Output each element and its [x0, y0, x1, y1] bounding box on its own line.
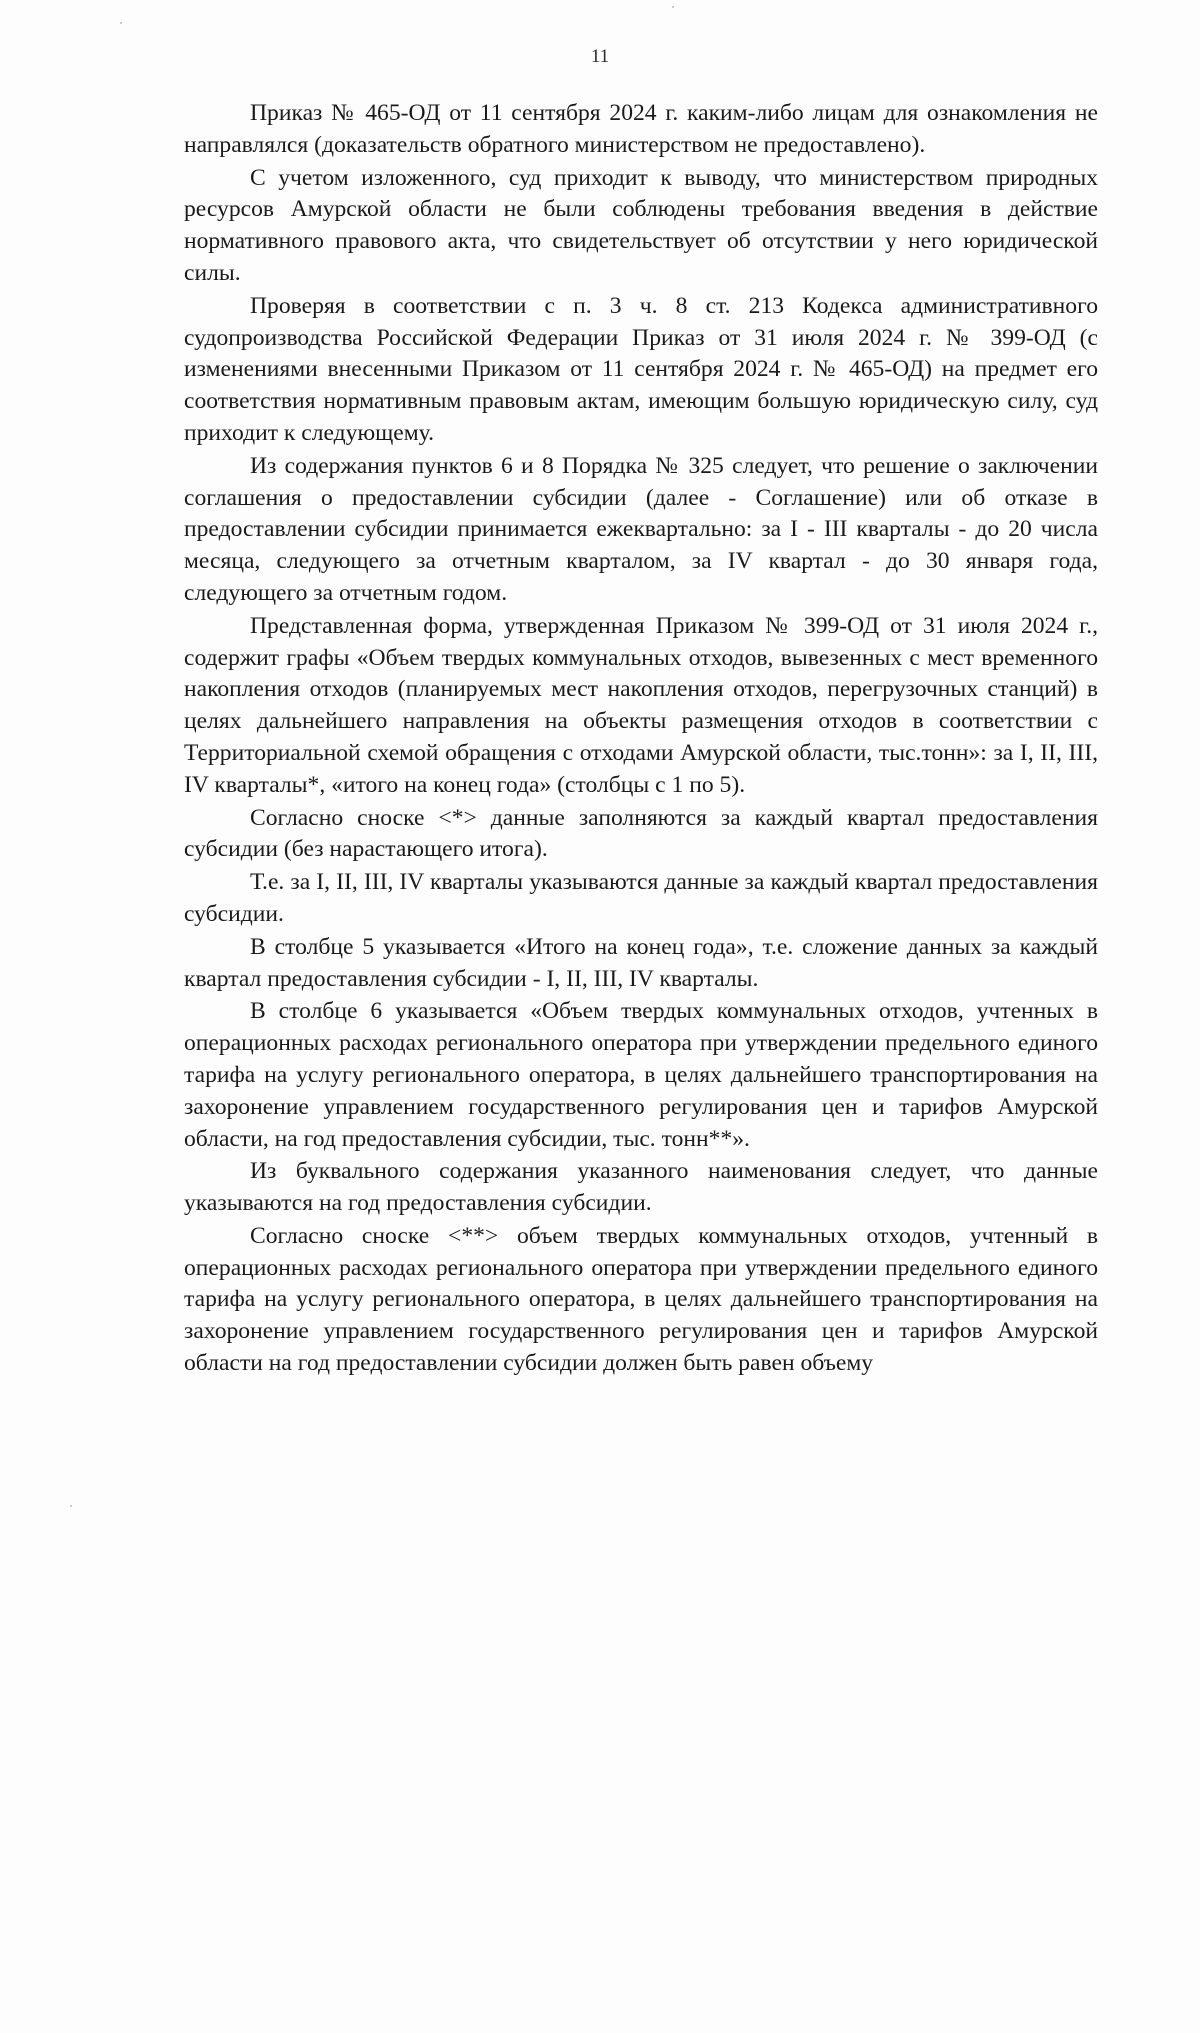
- page-number: 11: [590, 46, 610, 67]
- paragraph: В столбце 6 указывается «Объем твердых коммунальных отходов, учтенных в операционных расходах регионального оператора при утверждении предельного единого тарифа на услугу регионального оператора, в целях дальнейшего транспортирования на захоронение управлением государственного регулирования цен и тарифов Амурской области, на год предоставления субсидии, тыс. тонн**».: [184, 998, 1098, 1152]
- paragraph: Согласно сноске <*> данные заполняются за каждый квартал предоставления субсидии (без нарастающего итога).: [184, 804, 1098, 863]
- paragraph: Согласно сноске <**> объем твердых коммунальных отходов, учтенный в операционных расходах регионального оператора при утверждении предельного единого тарифа на услугу регионального оператора, в целях дальнейшего транспортирования на захоронение управлением государственного регулирования цен и тарифов Амурской области на год предоставлении субсидии должен быть равен объему: [184, 1222, 1098, 1377]
- scan-artifact: [672, 6, 674, 8]
- paragraph: В столбце 5 указывается «Итого на конец года», т.е. сложение данных за каждый квартал предоставления субсидии - I, II, III, IV кварталы.: [184, 933, 1098, 992]
- paragraph: Из содержания пунктов 6 и 8 Порядка № 325 следует, что решение о заключении соглашения о предоставлении субсидии (далее - Соглашение) или об отказе в предоставлении субсидии принимается ежеквартально: за I - III кварталы - до 20 числа месяца, следующего за отчетным кварталом, за IV квартал - до 30 января года, следующего за отчетным годом.: [184, 452, 1098, 606]
- paragraph: С учетом изложенного, суд приходит к выводу, что министерством природных ресурсов Амурской области не были соблюдены требования введения в действие нормативного правового акта, что свидетельствует об отсутствии у него юридической силы.: [184, 164, 1098, 286]
- paragraph: Проверяя в соответствии с п. 3 ч. 8 ст. 213 Кодекса административного судопроизводства Российской Федерации Приказ от 31 июля 2024 г. № 399-ОД (с изменениями внесенными Приказом от 11 сентября 2024 г. № 465-ОД) на предмет его соответствия нормативным правовым актам, имеющим большую юридическую силу, суд приходит к следующему.: [184, 292, 1098, 446]
- paragraph: Т.е. за I, II, III, IV кварталы указываются данные за каждый квартал предоставления субсидии.: [184, 869, 1098, 927]
- scan-artifact: [70, 1505, 72, 1507]
- document-body: [184, 98, 1098, 1381]
- scan-artifact: [120, 22, 122, 24]
- paragraph: Приказ № 465-ОД от 11 сентября 2024 г. каким-либо лицам для ознакомления не направлялся (доказательств обратного министерством не предоставлено).: [184, 100, 1098, 158]
- paragraph: Из буквального содержания указанного наименования следует, что данные указываются на год предоставления субсидии.: [184, 1158, 1098, 1217]
- paragraph: Представленная форма, утвержденная Приказом № 399-ОД от 31 июля 2024 г., содержит графы «Объем твердых коммунальных отходов, вывезенных с мест временного накопления отходов (планируемых мест накопления отходов, перегрузочных станций) в целях дальнейшего направления на объекты размещения отходов в соответствии с Территориальной схемой обращения с отходами Амурской области, тыс.тонн»: за I, II, III, IV кварталы*, «итого на конец года» (столбцы с 1 по 5).: [184, 612, 1098, 798]
